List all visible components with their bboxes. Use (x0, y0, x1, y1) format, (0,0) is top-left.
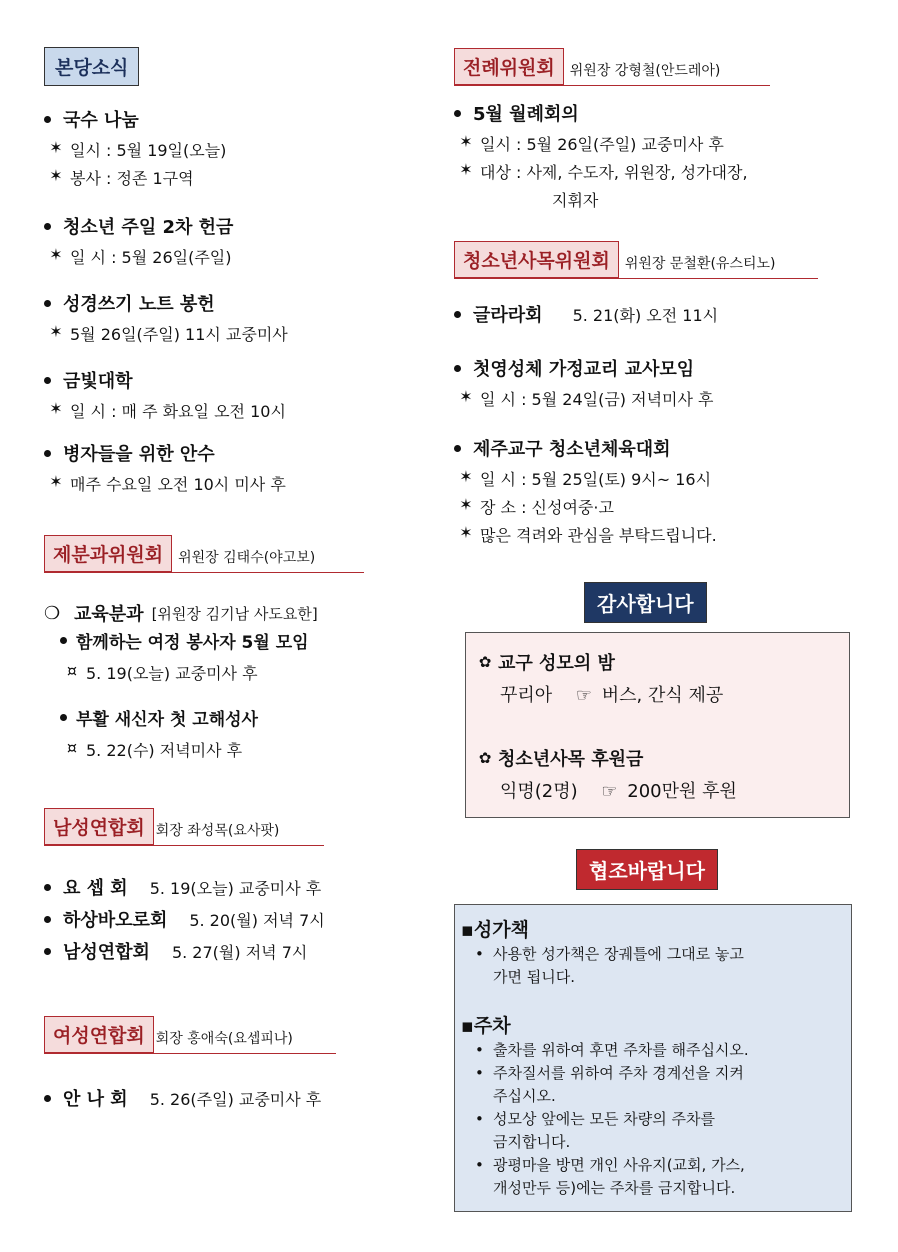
jebun-chair: 위원장 김태수(야고보) (178, 550, 316, 566)
item-title: 부활 새신자 첫 고해성사 (58, 705, 258, 730)
men-chair: 회장 좌성목(요사팟) (155, 823, 280, 839)
pointing-hand-icon: ☞ (575, 685, 593, 706)
asterisk-icon: ✶ (459, 132, 473, 151)
item-title: 남성연합회 (63, 942, 150, 963)
asterisk-icon: ✶ (49, 472, 63, 491)
pointing-hand-icon: ☞ (601, 781, 618, 802)
square-bullet-icon: ▪ (461, 1015, 474, 1037)
item-title: 금빛대학 (42, 367, 286, 393)
parking-text: 금지합니다. (493, 1133, 571, 1151)
men-section-header (44, 808, 324, 846)
thanks-title: 청소년사목 후원금 (498, 749, 644, 770)
flower-icon: ✿ (478, 749, 492, 767)
asterisk-icon: ✶ (49, 166, 63, 185)
women-section-header (44, 1016, 336, 1054)
item-title: 요 셉 회 (63, 878, 128, 899)
item-title: 하상바오로회 (63, 910, 168, 931)
bullet-icon (44, 884, 51, 891)
bullet-icon: • (475, 945, 484, 963)
education-subcommittee (44, 600, 318, 626)
parish-section-header (44, 47, 139, 86)
bullet-icon (454, 311, 461, 318)
detail-line: 5. 22(수) 저녁미사 후 (86, 741, 243, 760)
parish-tag: 본당소식 (44, 47, 139, 86)
parking-text: 광평마을 방면 개인 사유지(교회, 가스, (493, 1156, 745, 1174)
women-item-1 (42, 1085, 321, 1111)
asterisk-icon: ✶ (459, 495, 473, 514)
parish-item-4 (42, 367, 286, 422)
women-chair: 회장 홍애숙(요셉피나) (155, 1031, 293, 1047)
flower-icon: ✿ (478, 653, 492, 671)
asterisk-icon: ✶ (49, 138, 63, 157)
item-title: 제주교구 청소년체육대회 (452, 435, 717, 461)
detail-line: 대상 : 사제, 수도자, 위원장, 성가대장, (480, 163, 748, 182)
detail-line: 봉사 : 정존 1구역 (70, 169, 194, 188)
detail-line: 일시 : 5월 26일(주일) 교중미사 후 (480, 135, 724, 154)
item-detail: 5. 20(월) 저녁 7시 (189, 910, 325, 930)
item-detail: 5. 27(월) 저녁 7시 (171, 942, 308, 962)
currency-sign-icon: ¤ (66, 661, 78, 680)
bullet-icon: • (475, 1041, 484, 1059)
asterisk-icon: ✶ (459, 387, 473, 406)
asterisk-icon: ✶ (49, 245, 63, 264)
bullet-icon (44, 116, 51, 123)
parking-text: 출차를 위하여 후면 주차를 해주십시오. (493, 1041, 749, 1059)
subcommittee-title: 교육분과 (74, 604, 144, 625)
bullet-icon: • (475, 1064, 484, 1082)
thanks-heading: 감사합니다 (584, 582, 707, 623)
thanks-gift: 200만원 후원 (627, 781, 737, 802)
jebun-section-header (44, 535, 364, 573)
detail-line: 5. 19(오늘) 교중미사 후 (86, 664, 258, 683)
jebun-item-1 (58, 628, 309, 684)
men-tag: 남성연합회 (44, 808, 154, 845)
women-tag: 여성연합회 (44, 1016, 154, 1053)
bullet-icon (454, 445, 461, 452)
parish-item-3 (42, 290, 288, 345)
jebun-item-2 (58, 705, 258, 761)
thanks-gift: 버스, 간식 제공 (601, 685, 724, 706)
item-title: 함께하는 여정 봉사자 5월 모임 (58, 628, 309, 653)
liturgy-section-header (454, 48, 770, 86)
item-title: 5월 월례회의 (452, 100, 748, 126)
detail-line: 일시 : 5월 19일(오늘) (70, 141, 227, 160)
hymnal-title: 성가책 (473, 919, 529, 941)
request-box (454, 904, 852, 1212)
bullet-icon (60, 714, 67, 721)
asterisk-icon: ✶ (459, 467, 473, 486)
bullet-icon (44, 948, 51, 955)
detail-line: 많은 격려와 관심을 부탁드립니다. (480, 526, 717, 545)
detail-line: 장 소 : 신성여중·고 (480, 498, 614, 517)
youth-item-2 (452, 355, 714, 410)
currency-sign-icon: ¤ (66, 738, 78, 757)
item-detail: 5. 19(오늘) 교중미사 후 (149, 878, 322, 898)
bullet-icon (44, 300, 51, 307)
request-heading: 협조바랍니다 (576, 849, 718, 890)
bullet-icon (60, 637, 67, 644)
thanks-giver: 꾸리아 (500, 685, 553, 706)
parking-text: 주차질서를 위하여 주차 경계선을 지켜 (493, 1064, 744, 1082)
asterisk-icon: ✶ (49, 322, 63, 341)
item-title: 성경쓰기 노트 봉헌 (42, 290, 288, 316)
liturgy-item (452, 100, 748, 211)
parking-text: 주십시오. (493, 1087, 556, 1105)
men-item-1 (42, 874, 321, 900)
detail-line: 5월 26일(주일) 11시 교중미사 (70, 325, 288, 344)
item-title: 청소년 주일 2차 헌금 (42, 213, 233, 239)
asterisk-icon: ✶ (459, 160, 473, 179)
bullet-icon (44, 223, 51, 230)
youth-tag: 청소년사목위원회 (454, 241, 619, 278)
item-title: 안 나 회 (63, 1089, 128, 1110)
detail-line: 지휘자 (552, 191, 599, 210)
square-bullet-icon: ▪ (461, 919, 474, 941)
parking-text: 개성만두 등)에는 주차를 금지합니다. (493, 1179, 736, 1197)
circle-icon: ❍ (44, 602, 61, 624)
bullet-icon (44, 1095, 51, 1102)
men-item-2 (42, 906, 325, 932)
item-detail: 5. 21(화) 오전 11시 (572, 305, 719, 325)
youth-section-header (454, 241, 818, 279)
detail-line: 일 시 : 5월 24일(금) 저녁미사 후 (480, 390, 714, 409)
bullet-icon (454, 110, 461, 117)
thanks-title: 교구 성모의 밤 (498, 653, 615, 674)
detail-line: 일 시 : 5월 25일(토) 9시~ 16시 (480, 470, 712, 489)
asterisk-icon: ✶ (459, 523, 473, 542)
item-detail: 5. 26(주일) 교중미사 후 (149, 1089, 322, 1109)
bullet-icon (44, 377, 51, 384)
parish-item-1 (42, 106, 226, 189)
jebun-tag: 제분과위원회 (44, 535, 172, 572)
detail-line: 일 시 : 매 주 화요일 오전 10시 (70, 402, 286, 421)
item-title: 국수 나눔 (42, 106, 226, 132)
bullet-icon: • (475, 1156, 484, 1174)
parking-text: 성모상 앞에는 모든 차량의 주차를 (493, 1110, 715, 1128)
detail-line: 매주 수요일 오전 10시 미사 후 (70, 475, 286, 494)
youth-chair: 위원장 문철환(유스티노) (624, 256, 776, 272)
item-title: 병자들을 위한 안수 (42, 440, 286, 466)
bullet-icon (44, 450, 51, 457)
parking-title: 주차 (473, 1015, 511, 1037)
item-title: 첫영성체 가정교리 교사모임 (452, 355, 714, 381)
youth-item-3 (452, 435, 717, 546)
bullet-icon (44, 916, 51, 923)
item-title: 글라라회 (473, 305, 543, 326)
liturgy-chair: 위원장 강형철(안드레아) (569, 63, 721, 79)
hymnal-text: 사용한 성가책은 장궤틀에 그대로 놓고 (493, 945, 744, 963)
subcommittee-chair: [위원장 김기남 사도요한] (151, 604, 318, 623)
hymnal-text: 가면 됩니다. (493, 968, 575, 986)
parish-item-2 (42, 213, 233, 268)
parish-item-5 (42, 440, 286, 495)
detail-line: 일 시 : 5월 26일(주일) (70, 248, 232, 267)
thanks-giver: 익명(2명) (500, 781, 578, 802)
bullet-icon: • (475, 1110, 484, 1128)
men-item-3 (42, 938, 307, 964)
asterisk-icon: ✶ (49, 399, 63, 418)
thanks-box (465, 632, 850, 818)
liturgy-tag: 전례위원회 (454, 48, 564, 85)
bullet-icon (454, 365, 461, 372)
youth-item-1 (452, 301, 718, 327)
